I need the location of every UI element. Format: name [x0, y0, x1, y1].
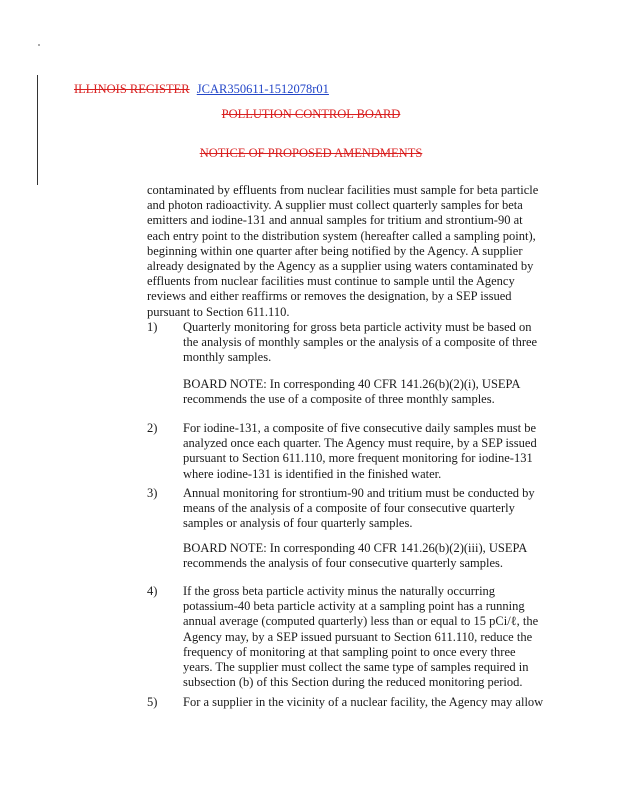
item-text: If the gross beta particle activity minus the naturally occurring potassium-40 beta particle activity at a sampling point has a running annual average (computed quarterly) less than or equal to 15 pCi/ℓ, the Agency may, by a SEP issued pursuant to Section 611.110, reduce the frequency of monitoring at that sampling point to once every three years. The supplier must collect the same type of samples required in subsection (b) of this Section during the reduced monitoring period. — [183, 584, 539, 690]
item-text: Quarterly monitoring for gross beta particle activity must be based on the analysis of monthly samples or the analysis of a composite of three monthly samples. — [183, 320, 538, 365]
scan-speck — [38, 44, 40, 46]
jcar-id: JCAR350611-1512078r01 — [196, 82, 329, 96]
register-title-struck: ILLINOIS REGISTER — [74, 82, 190, 96]
notice-title-struck: NOTICE OF PROPOSED AMENDMENTS — [199, 146, 423, 160]
item-text: For a supplier in the vicinity of a nuclear facility, the Agency may allow — [183, 695, 544, 709]
board-title-struck: POLLUTION CONTROL BOARD — [221, 107, 401, 121]
item-number: 4) — [147, 584, 158, 598]
item-text: Annual monitoring for strontium-90 and tritium must be conducted by means of the analysis of a composite of four consecutive quarterly samples or analysis of four quarterly samples. — [183, 486, 535, 531]
board-note: BOARD NOTE: In corresponding 40 CFR 141.26(b)(2)(iii), USEPA recommends the analysis of four consecutive quarterly samples. — [183, 541, 527, 571]
item-text: For iodine-131, a composite of five consecutive daily samples must be analyzed once each quarter. The Agency must require, by a SEP issued pursuant to Section 611.110, more frequent monitoring for iodine-131 where iodine-131 is identified in the finished water. — [183, 421, 537, 481]
item-number: 2) — [147, 421, 158, 435]
register-header — [74, 82, 329, 97]
intro-paragraph: contaminated by effluents from nuclear facilities must sample for beta particle and photon radioactivity. A supplier must collect quarterly samples for beta emitters and iodine-131 and annual samples for tritium and strontium-90 at each entry point to the distribution system (hereafter called a sampling point), beginning within one quarter after being notified by the Agency. A supplier already designated by the Agency as a supplier using waters contaminated by effluents from nuclear facilities must continue to sample until the Agency reviews and either reaffirms or removes the designation, by a SEP issued pursuant to Section 611.110. — [147, 183, 539, 319]
item-number: 5) — [147, 695, 158, 709]
item-number: 1) — [147, 320, 158, 334]
item-number: 3) — [147, 486, 158, 500]
change-bar — [37, 75, 38, 185]
board-note: BOARD NOTE: In corresponding 40 CFR 141.26(b)(2)(i), USEPA recommends the use of a composite of three monthly samples. — [183, 377, 520, 407]
